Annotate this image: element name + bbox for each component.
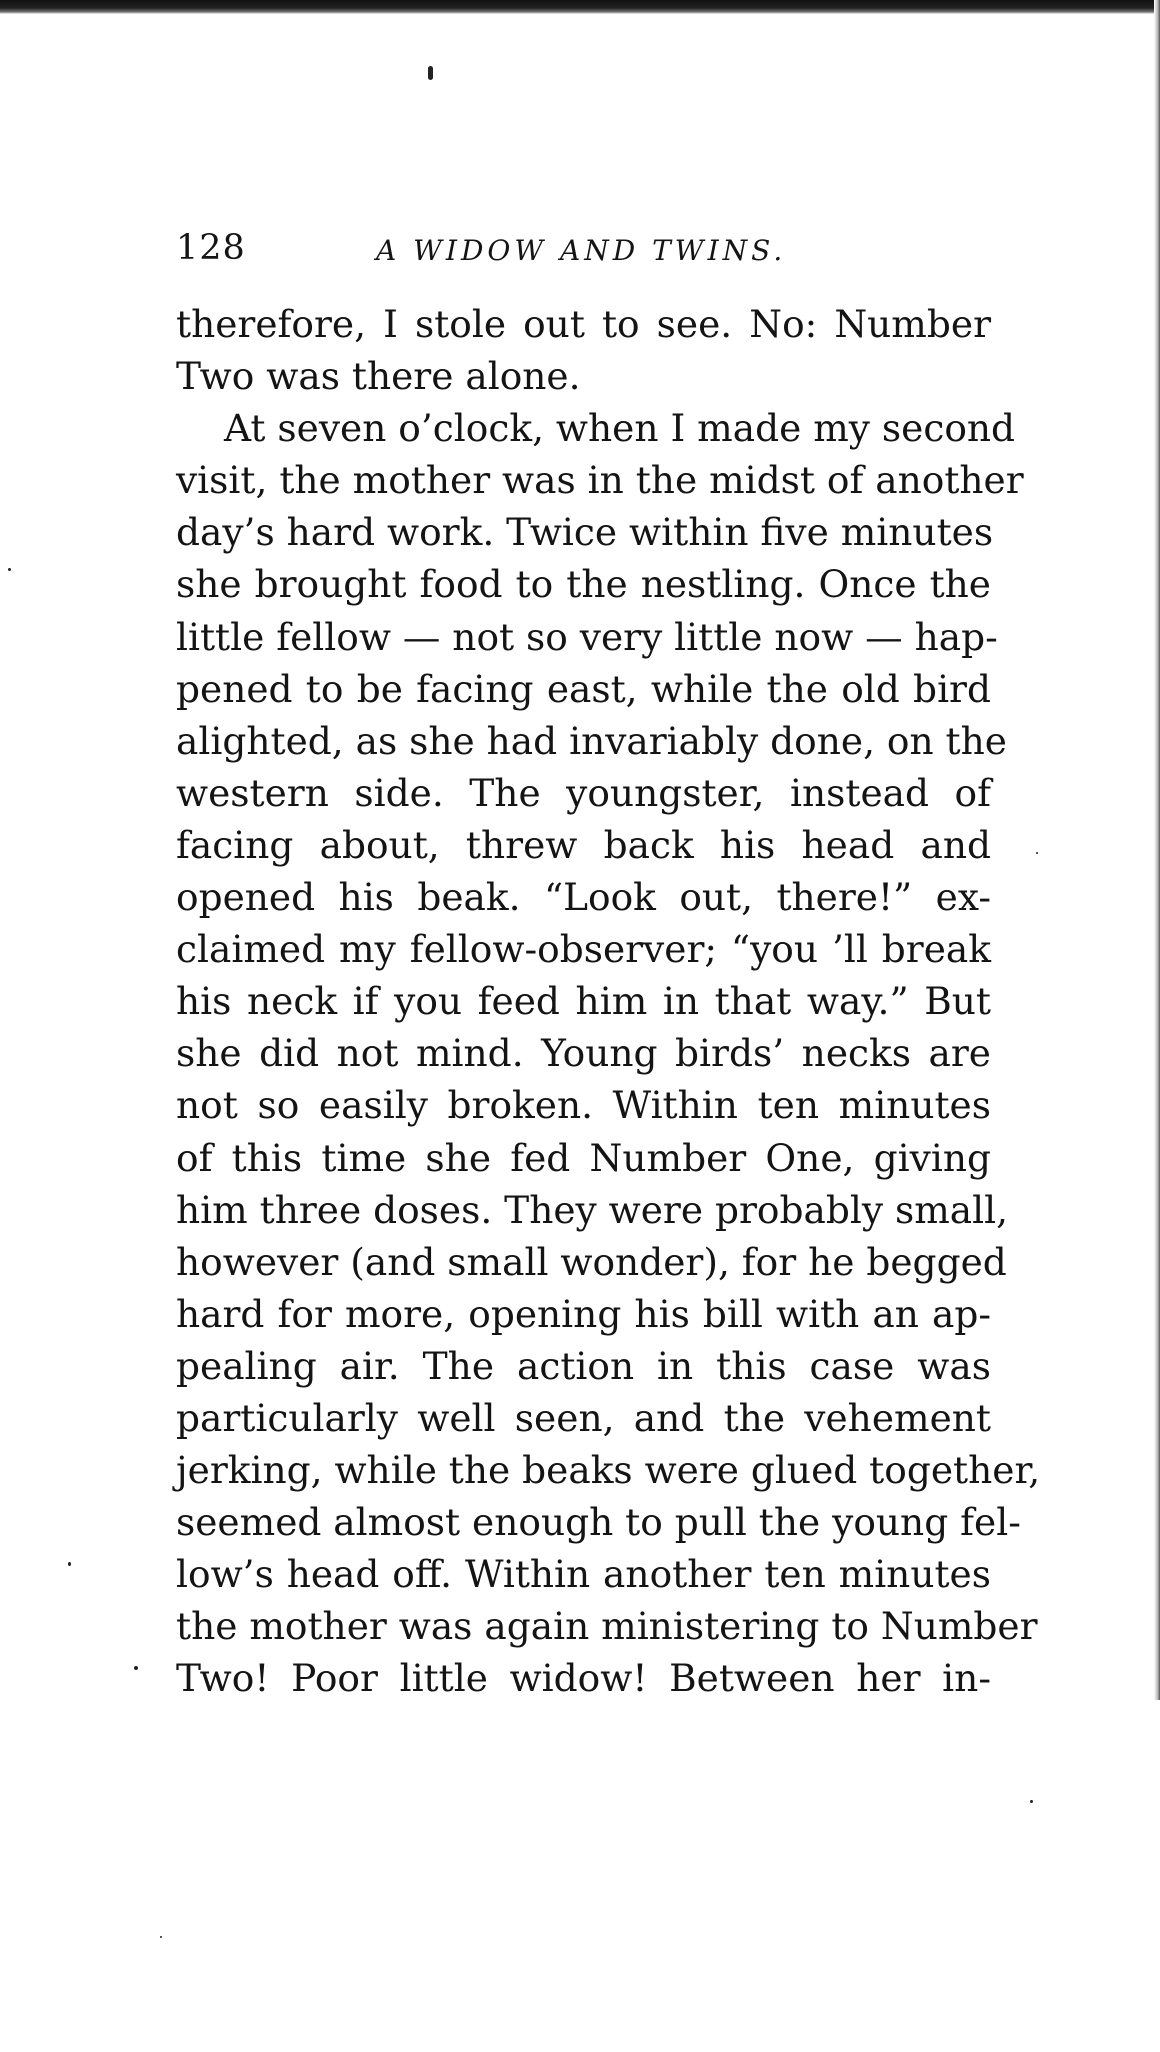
text-line: Two! Poor little widow! Between her in- [176,1656,991,1701]
ink-speck [428,66,433,80]
text-line: his neck if you feed him in that way.” But [176,979,991,1024]
text-line: opened his beak. “Look out, there!” ex- [176,875,991,920]
text-line: day’s hard work. Twice within five minutes [176,510,994,555]
text-line: the mother was again ministering to Number [176,1604,1038,1649]
text-line: particularly well seen, and the vehement [176,1395,991,1440]
page-number: 128 [176,228,246,268]
text-line: him three doses. They were probably small, [176,1187,1009,1232]
text-line: pened to be facing east, while the old bird [176,666,991,711]
text-line: she brought food to the nestling. Once the [176,562,991,607]
page-right-edge [1154,0,1160,1700]
ink-speck [1030,1800,1033,1803]
text-line: she did not mind. Young birds’ necks are [176,1031,991,1076]
text-line: visit, the mother was in the midst of another [176,458,1024,503]
text-line: alighted, as she had invariably done, on the [176,718,1007,763]
text-line: low’s head off. Within another ten minutes [176,1552,991,1597]
page-header [176,228,1006,288]
text-line: seemed almost enough to pull the young fel- [176,1500,1021,1545]
text-line: not so easily broken. Within ten minutes [176,1083,991,1128]
text-line: therefore, I stole out to see. No: Number [176,302,991,346]
text-line: Two was there alone. [176,354,581,399]
running-head: A WIDOW AND TWINS. [376,234,787,267]
body-text [176,298,1041,1705]
ink-speck [8,568,11,571]
ink-speck [1036,852,1038,854]
text-line: claimed my fellow-observer; “you ’ll break [176,927,991,972]
ink-speck [134,1666,138,1670]
text-line: of this time she fed Number One, giving [176,1135,991,1180]
text-line: jerking, while the beaks were glued together, [176,1448,1041,1493]
ink-speck [160,1936,162,1938]
text-line: facing about, threw back his head and [176,822,991,867]
text-line: however (and small wonder), for he begged [176,1239,1007,1284]
page-top-edge [0,0,1160,14]
text-line: pealing air. The action in this case was [176,1343,991,1388]
text-line: little fellow — not so very little now — hap- [176,614,998,659]
text-line: western side. The youngster, instead of [176,770,991,815]
ink-speck [68,1562,71,1566]
text-line: hard for more, opening his bill with an ap- [176,1291,991,1336]
text-line: At seven o’clock, when I made my second [224,406,1016,451]
